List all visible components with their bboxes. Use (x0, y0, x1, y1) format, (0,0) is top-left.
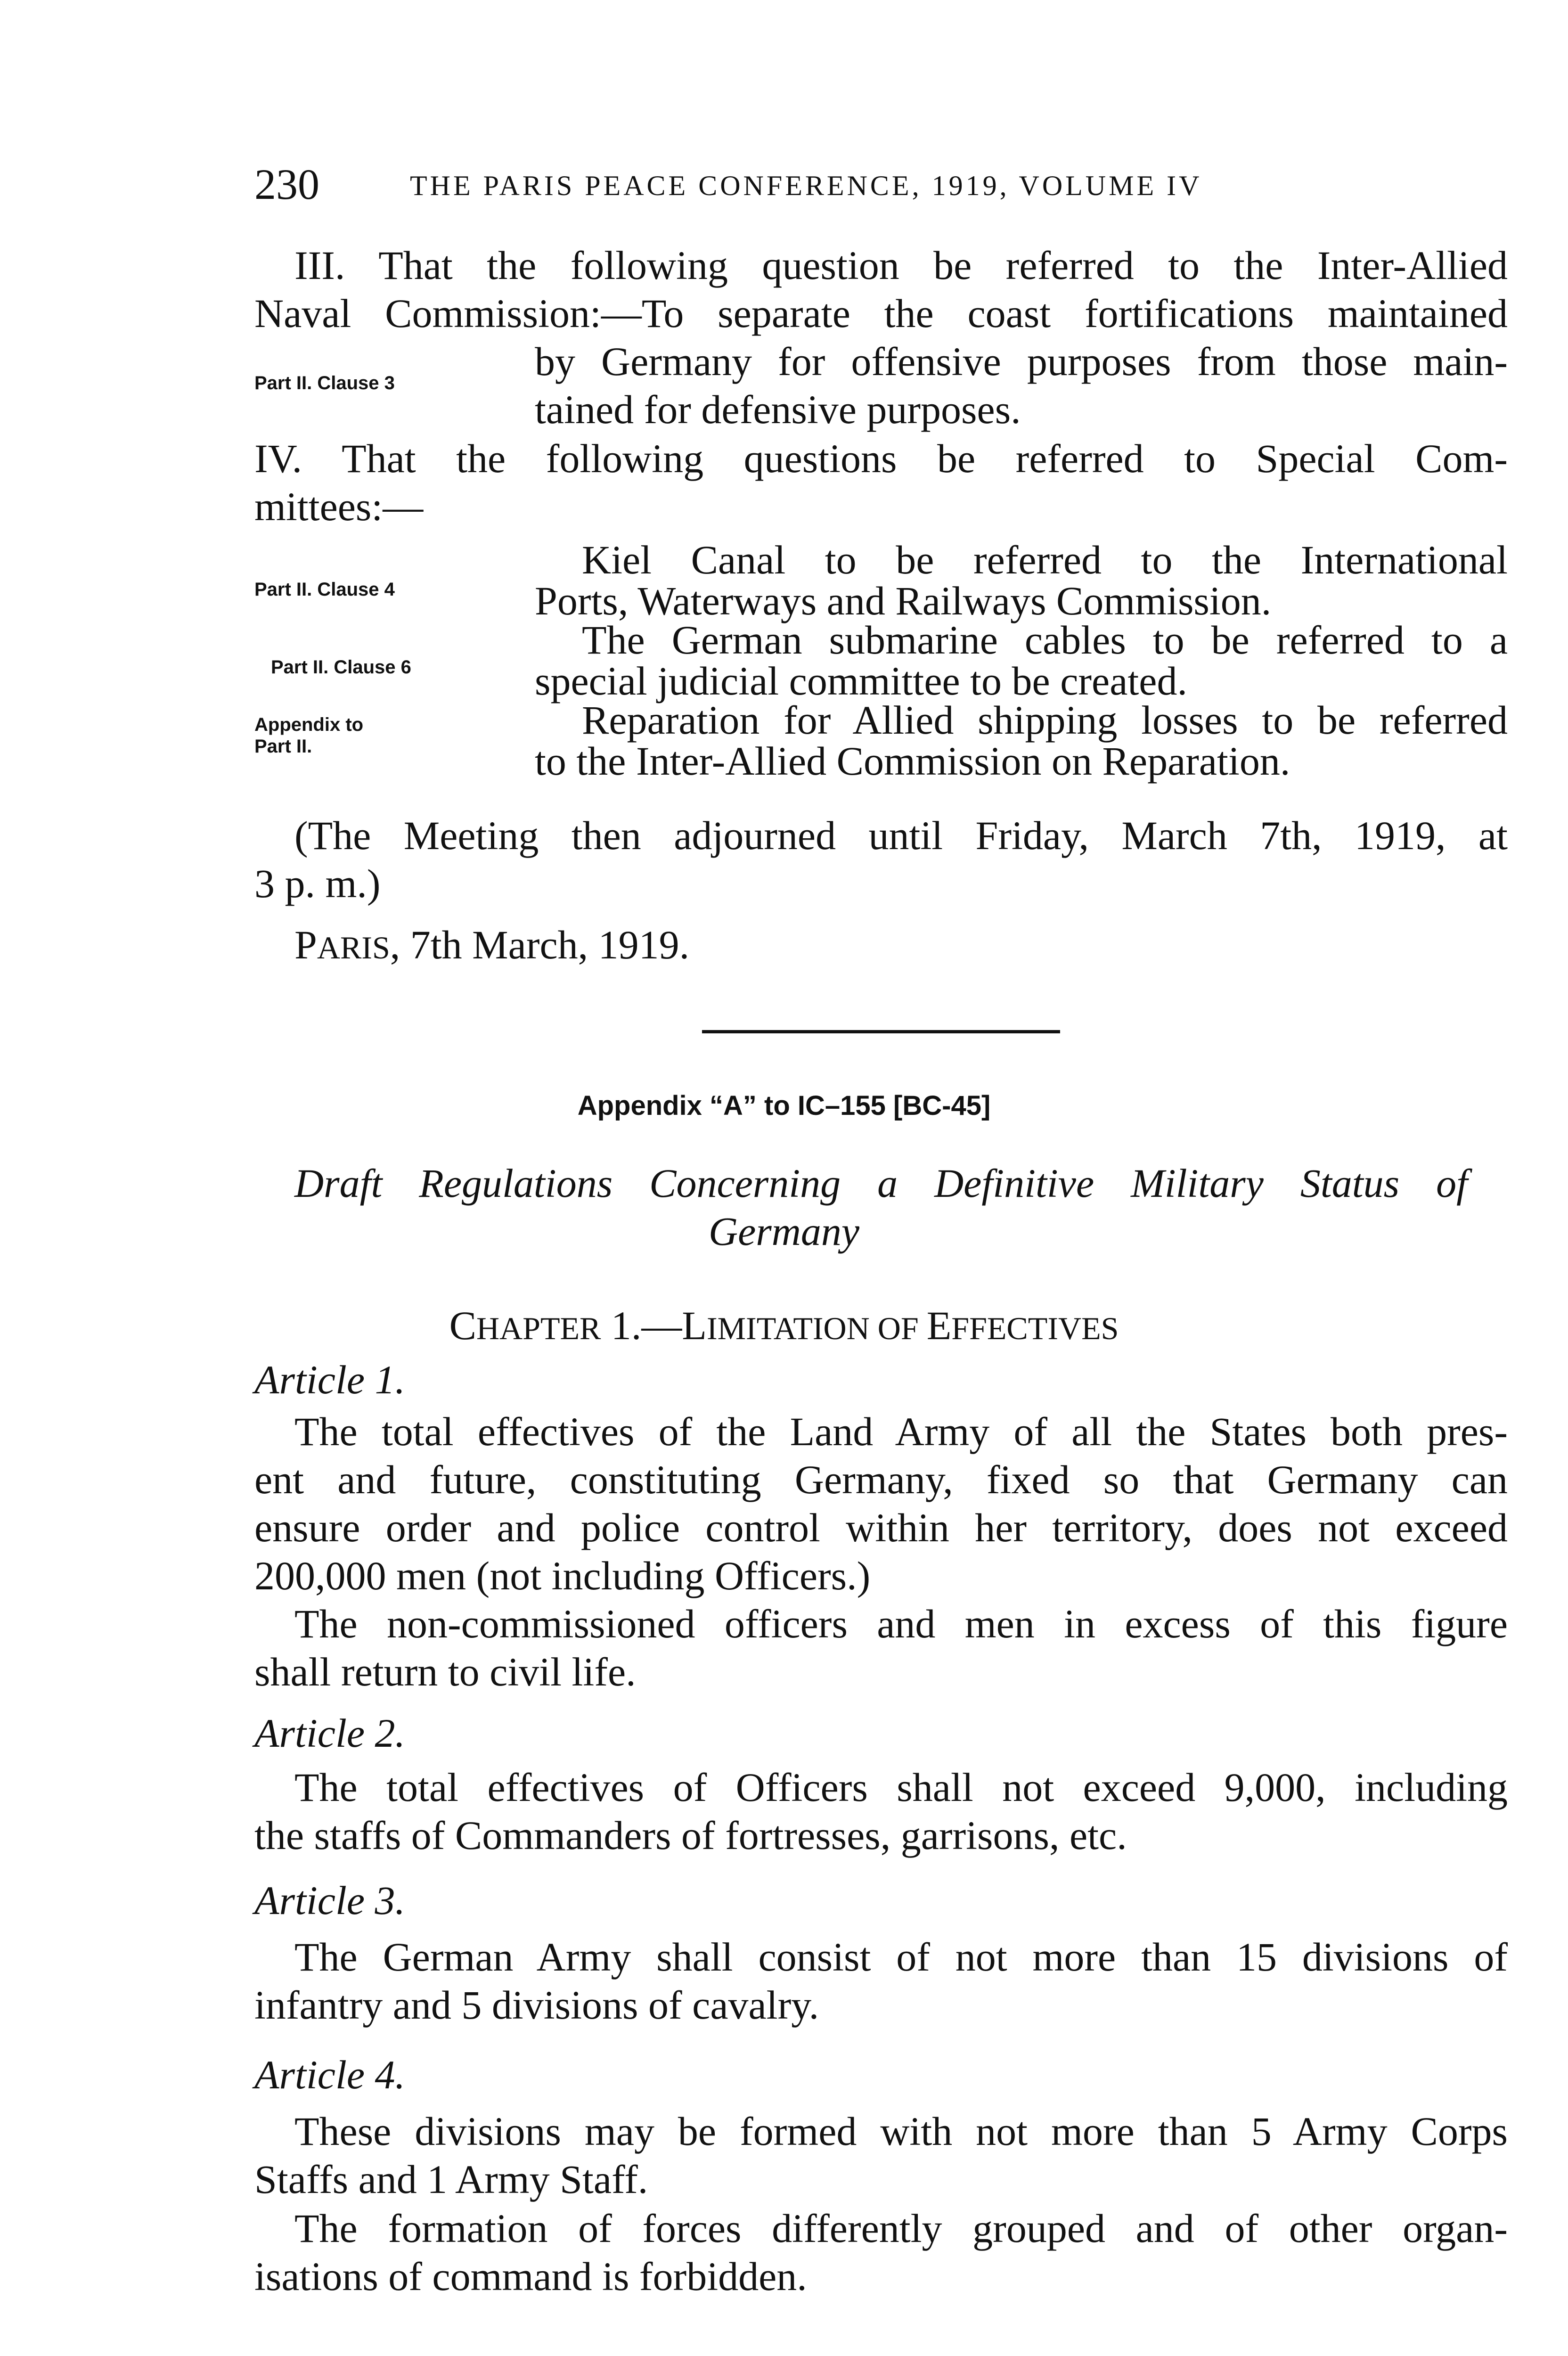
kiel-line1: Kiel Canal to be referred to the International (582, 537, 1508, 582)
chapter-c1-rest: HAPTER (476, 1310, 601, 1346)
kiel-line2: Ports, Waterways and Railways Commission. (535, 578, 1272, 623)
section-divider (702, 1030, 1060, 1033)
article-4-heading: Article 4. (254, 2052, 406, 2097)
margin-note-appendix-line1: Appendix to (254, 714, 364, 735)
dateline-date: , 7th March, 1919. (390, 922, 690, 967)
section3-line4: tained for defensive purposes. (535, 387, 1021, 432)
chapter-c3: E (926, 1303, 952, 1348)
margin-note-appendix-line2: Part II. (254, 736, 312, 757)
running-title: THE PARIS PEACE CONFERENCE, 1919, VOLUME IV (410, 170, 1202, 201)
appendix-heading: Appendix “A” to IC–155 [BC-45] (577, 1090, 991, 1121)
article-1-line4: 200,000 men (not including Officers.) (254, 1553, 871, 1598)
page-header (254, 159, 1508, 209)
article-1-heading: Article 1. (254, 1357, 406, 1402)
section4-line1: IV. That the following questions be referred to Special Com- (254, 436, 1508, 481)
article-1-line1: The total effectives of the Land Army of all the States both pres- (294, 1409, 1508, 1454)
section3-line3: by Germany for offensive purposes from those main- (535, 339, 1508, 384)
margin-note-appendix (254, 714, 363, 757)
article-4-line2: Staffs and 1 Army Staff. (254, 2157, 648, 2202)
article-1-line5: The non-commissioned officers and men in excess of this figure (294, 1601, 1508, 1646)
adjournment-line1: (The Meeting then adjourned until Friday, March 7th, 1919, at (294, 813, 1508, 858)
article-4-line1: These divisions may be formed with not more than 5 Army Corps (294, 2109, 1508, 2154)
article-3-heading: Article 3. (254, 1878, 406, 1923)
article-1-line2: ent and future, constituting Germany, fixed so that Germany can (254, 1457, 1508, 1502)
article-1-line3: ensure order and police control within her territory, does not exceed (254, 1505, 1508, 1550)
margin-note-part2-clause3: Part II. Clause 3 (254, 373, 395, 393)
margin-note-part2-clause4: Part II. Clause 4 (254, 579, 395, 600)
cables-line1: The German submarine cables to be referred to a (582, 617, 1508, 663)
article-2-line1: The total effectives of Officers shall not exceed 9,000, including (294, 1765, 1508, 1810)
reparation-line1: Reparation for Allied shipping losses to be referred (582, 697, 1508, 743)
article-3-line2: infantry and 5 divisions of cavalry. (254, 1982, 819, 2028)
article-1-line6: shall return to civil life. (254, 1649, 636, 1694)
article-2-line2: the staffs of Commanders of fortresses, garrisons, etc. (254, 1813, 1127, 1858)
section3-line1: III. That the following question be referred to the Inter-Allied (294, 243, 1508, 288)
page-number: 230 (254, 160, 319, 208)
article-4-line4: isations of command is forbidden. (254, 2254, 807, 2299)
chapter-c2-rest: IMITATION (706, 1310, 870, 1346)
appendix-title-line1: Draft Regulations Concerning a Definitive Military Status of (294, 1161, 1468, 1206)
chapter-c1: C (449, 1303, 476, 1348)
chapter-heading (0, 1305, 1568, 1346)
article-4-line3: The formation of forces differently grouped and of other organ- (294, 2206, 1508, 2251)
section3-line2: Naval Commission:—To separate the coast fortifications maintained (254, 291, 1508, 336)
chapter-c3-rest: FFECTIVES (951, 1310, 1119, 1346)
chapter-of: OF (869, 1310, 927, 1346)
article-3-line1: The German Army shall consist of not more than 15 divisions of (294, 1934, 1508, 1980)
margin-note-part2-clause6: Part II. Clause 6 (271, 657, 411, 678)
section4-line2: mittees:— (254, 484, 424, 529)
dateline-place-initial: P (294, 922, 317, 967)
reparation-line2: to the Inter-Allied Commission on Reparation. (535, 738, 1290, 784)
chapter-num: 1.— (601, 1303, 682, 1348)
dateline (294, 924, 689, 965)
cables-line2: special judicial committee to be created. (535, 658, 1187, 704)
dateline-place-rest: ARIS (317, 930, 390, 965)
appendix-title-line2: Germany (708, 1209, 860, 1254)
adjournment-line2: 3 p. m.) (254, 861, 381, 906)
chapter-c2: L (682, 1303, 707, 1348)
article-2-heading: Article 2. (254, 1710, 406, 1756)
